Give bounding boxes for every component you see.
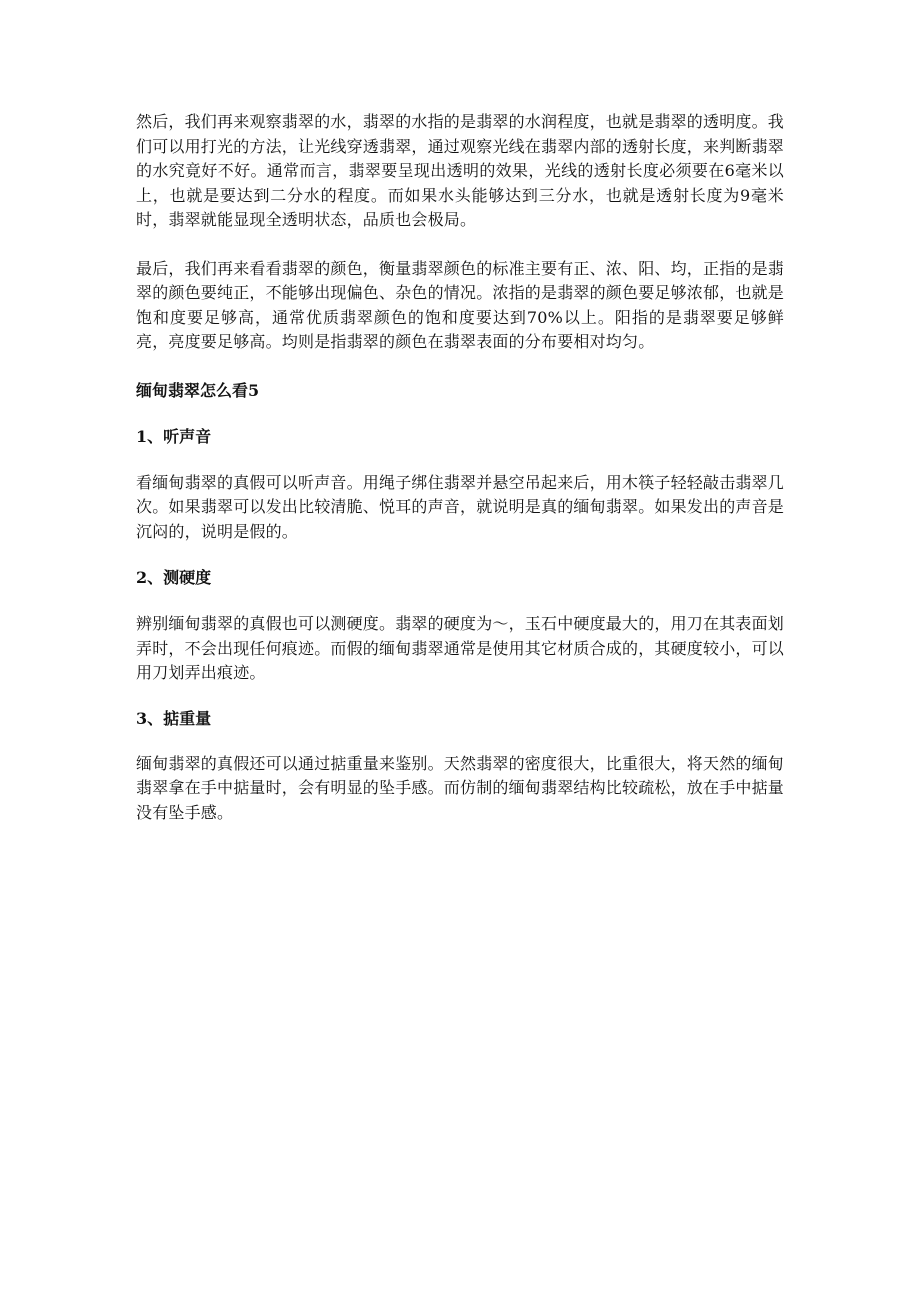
paragraph-color: 最后，我们再来看看翡翠的颜色，衡量翡翠颜色的标准主要有正、浓、阳、均，正指的是翡翠的颜色要纯正，不能够出现偏色、杂色的情况。浓指的是翡翠的颜色要足够浓郁，也就是饱和度要足够高，通常优质翡翠颜色的饱和度要达到70%以上。阳指的是翡翠要足够鲜亮，亮度要足够高。均则是指翡翠的颜色在翡翠表面的分布要相对均匀。 [136,258,785,351]
item-text-sound: 看缅甸翡翠的真假可以听声音。用绳子绑住翡翠并悬空吊起来后，用木筷子轻轻敲击翡翠几次。如果翡翠可以发出比较清脆、悦耳的声音，就说明是真的缅甸翡翠。如果发出的声音是沉闷的，说明是假的。 [136,472,785,541]
section-title: 缅甸翡翠怎么看5 [136,380,260,400]
item-heading-hardness: 2、测硬度 [136,568,212,587]
item-heading-sound: 1、听声音 [136,426,212,446]
document-page [136,110,784,825]
paragraph-water: 然后，我们再来观察翡翠的水，翡翠的水指的是翡翠的水润程度，也就是翡翠的透明度。我们可以用打光的方法，让光线穿透翡翠，通过观察光线在翡翠内部的透射长度，来判断翡翠的水究竟好不好。通常而言，翡翠要呈现出透明的效果，光线的透射长度必须要在6毫米以上，也就是要达到二分水的程度。而如果水头能够达到三分水，也就是透射长度为9毫米时，翡翠就能显现全透明状态，品质也会极局。 [136,112,785,229]
item-heading-weight: 3、掂重量 [136,708,212,728]
item-text-weight: 缅甸翡翠的真假还可以通过掂重量来鉴别。天然翡翠的密度很大，比重很大，将天然的缅甸翡翠拿在手中掂量时，会有明显的坠手感。而仿制的缅甸翡翠结构比较疏松，放在手中掂量没有坠手感。 [136,753,785,822]
item-text-hardness: 辨别缅甸翡翠的真假也可以测硬度。翡翠的硬度为～，玉石中硬度最大的，用刀在其表面划弄时，不会出现任何痕迹。而假的缅甸翡翠通常是使用其它材质合成的，其硬度较小，可以用刀划弄出痕迹。 [136,614,785,682]
